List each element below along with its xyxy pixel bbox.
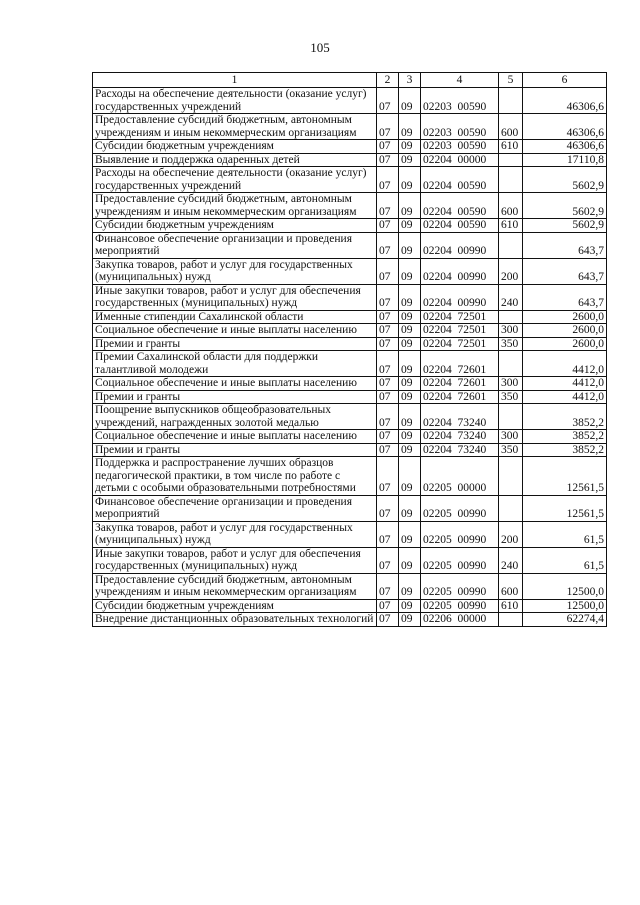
row-section-code: 07: [377, 351, 399, 377]
row-expense-type-code: 300: [499, 377, 523, 391]
row-expense-type-code: [499, 232, 523, 258]
row-amount: 5602,9: [523, 193, 607, 219]
row-name: Премии и гранты: [93, 443, 377, 457]
row-amount: 62274,4: [523, 613, 607, 627]
row-name: Расходы на обеспечение деятельности (оказание услуг) государственных учреждений: [93, 167, 377, 193]
row-amount: 643,7: [523, 232, 607, 258]
table-row: [93, 457, 607, 496]
row-subsection-code: 09: [399, 573, 421, 599]
row-expense-type-code: 200: [499, 521, 523, 547]
row-name: Субсидии бюджетным учреждениям: [93, 219, 377, 233]
row-name: Финансовое обеспечение организации и проведения мероприятий: [93, 232, 377, 258]
row-name: Расходы на обеспечение деятельности (оказание услуг) государственных учреждений: [93, 88, 377, 114]
row-target-article-code: 02204 72601: [421, 377, 499, 391]
row-name: Социальное обеспечение и иные выплаты населению: [93, 377, 377, 391]
row-expense-type-code: 300: [499, 324, 523, 338]
table-row: [93, 284, 607, 310]
row-section-code: 07: [377, 258, 399, 284]
row-expense-type-code: 600: [499, 193, 523, 219]
table-body: [93, 88, 607, 627]
row-amount: 12500,0: [523, 573, 607, 599]
row-subsection-code: 09: [399, 140, 421, 154]
row-name: Внедрение дистанционных образовательных технологий: [93, 613, 377, 627]
row-name: Иные закупки товаров, работ и услуг для обеспечения государственных (муниципальных) нужд: [93, 547, 377, 573]
row-expense-type-code: [499, 351, 523, 377]
row-amount: 3852,2: [523, 430, 607, 444]
row-subsection-code: 09: [399, 351, 421, 377]
row-amount: 643,7: [523, 284, 607, 310]
column-header-6: 6: [523, 73, 607, 88]
row-target-article-code: 02204 72501: [421, 324, 499, 338]
row-expense-type-code: 610: [499, 599, 523, 613]
row-subsection-code: 09: [399, 547, 421, 573]
row-section-code: 07: [377, 443, 399, 457]
row-section-code: 07: [377, 324, 399, 338]
row-subsection-code: 09: [399, 457, 421, 496]
row-name: Субсидии бюджетным учреждениям: [93, 599, 377, 613]
row-amount: 12561,5: [523, 457, 607, 496]
row-expense-type-code: 240: [499, 547, 523, 573]
table-row: [93, 114, 607, 140]
row-target-article-code: 02204 72501: [421, 337, 499, 351]
row-target-article-code: 02204 73240: [421, 443, 499, 457]
row-expense-type-code: 350: [499, 443, 523, 457]
table-row: [93, 390, 607, 404]
row-target-article-code: 02204 73240: [421, 430, 499, 444]
row-expense-type-code: [499, 457, 523, 496]
table-row: [93, 573, 607, 599]
row-target-article-code: 02203 00590: [421, 88, 499, 114]
row-subsection-code: 09: [399, 443, 421, 457]
row-section-code: 07: [377, 219, 399, 233]
row-expense-type-code: 300: [499, 430, 523, 444]
row-section-code: 07: [377, 430, 399, 444]
row-expense-type-code: 240: [499, 284, 523, 310]
table-row: [93, 258, 607, 284]
row-expense-type-code: 350: [499, 390, 523, 404]
row-subsection-code: 09: [399, 390, 421, 404]
column-header-1: 1: [93, 73, 377, 88]
row-target-article-code: 02204 72601: [421, 390, 499, 404]
row-name: Закупка товаров, работ и услуг для государственных (муниципальных) нужд: [93, 258, 377, 284]
row-section-code: 07: [377, 310, 399, 324]
row-name: Премии и гранты: [93, 390, 377, 404]
row-target-article-code: 02204 72601: [421, 351, 499, 377]
row-target-article-code: 02205 00000: [421, 457, 499, 496]
row-name: Премии Сахалинской области для поддержки талантливой молодежи: [93, 351, 377, 377]
row-target-article-code: 02204 00990: [421, 258, 499, 284]
row-section-code: 07: [377, 547, 399, 573]
row-expense-type-code: 600: [499, 114, 523, 140]
row-expense-type-code: 610: [499, 219, 523, 233]
table-row: [93, 153, 607, 167]
row-name: Поддержка и распространение лучших образцов педагогической практики, в том числе по работе с детьми с особыми образовательными потребностями: [93, 457, 377, 496]
row-subsection-code: 09: [399, 284, 421, 310]
table-row: [93, 495, 607, 521]
row-section-code: 07: [377, 337, 399, 351]
row-target-article-code: 02204 00990: [421, 232, 499, 258]
row-subsection-code: 09: [399, 232, 421, 258]
row-target-article-code: 02205 00990: [421, 495, 499, 521]
row-amount: 12500,0: [523, 599, 607, 613]
table-row: [93, 351, 607, 377]
row-expense-type-code: 600: [499, 573, 523, 599]
table-row: [93, 599, 607, 613]
row-amount: 5602,9: [523, 167, 607, 193]
row-expense-type-code: [499, 167, 523, 193]
row-section-code: 07: [377, 390, 399, 404]
row-section-code: 07: [377, 599, 399, 613]
row-section-code: 07: [377, 613, 399, 627]
table-row: [93, 443, 607, 457]
table-header-row: [93, 73, 607, 88]
table-row: [93, 337, 607, 351]
row-amount: 2600,0: [523, 337, 607, 351]
row-subsection-code: 09: [399, 599, 421, 613]
row-name: Социальное обеспечение и иные выплаты населению: [93, 324, 377, 338]
row-target-article-code: 02204 73240: [421, 404, 499, 430]
row-subsection-code: 09: [399, 495, 421, 521]
table-row: [93, 167, 607, 193]
row-target-article-code: 02204 00590: [421, 219, 499, 233]
row-expense-type-code: 350: [499, 337, 523, 351]
row-name: Предоставление субсидий бюджетным, автономным учреждениям и иным некоммерческим организациям: [93, 193, 377, 219]
row-amount: 2600,0: [523, 310, 607, 324]
row-name: Предоставление субсидий бюджетным, автономным учреждениям и иным некоммерческим организациям: [93, 573, 377, 599]
row-name: Выявление и поддержка одаренных детей: [93, 153, 377, 167]
row-expense-type-code: 610: [499, 140, 523, 154]
column-header-2: 2: [377, 73, 399, 88]
row-subsection-code: 09: [399, 430, 421, 444]
table-row: [93, 430, 607, 444]
table-row: [93, 324, 607, 338]
row-subsection-code: 09: [399, 613, 421, 627]
table-row: [93, 88, 607, 114]
row-name: Премии и гранты: [93, 337, 377, 351]
row-name: Социальное обеспечение и иные выплаты населению: [93, 430, 377, 444]
row-name: Именные стипендии Сахалинской области: [93, 310, 377, 324]
row-target-article-code: 02204 00590: [421, 167, 499, 193]
row-amount: 46306,6: [523, 140, 607, 154]
row-section-code: 07: [377, 521, 399, 547]
row-section-code: 07: [377, 573, 399, 599]
column-header-5: 5: [499, 73, 523, 88]
table-row: [93, 219, 607, 233]
row-expense-type-code: [499, 88, 523, 114]
row-amount: 2600,0: [523, 324, 607, 338]
row-subsection-code: 09: [399, 324, 421, 338]
row-target-article-code: 02206 00000: [421, 613, 499, 627]
row-subsection-code: 09: [399, 258, 421, 284]
row-expense-type-code: 200: [499, 258, 523, 284]
row-amount: 4412,0: [523, 390, 607, 404]
row-subsection-code: 09: [399, 521, 421, 547]
table-row: [93, 140, 607, 154]
table-row: [93, 377, 607, 391]
row-amount: 61,5: [523, 547, 607, 573]
column-header-3: 3: [399, 73, 421, 88]
row-name: Иные закупки товаров, работ и услуг для обеспечения государственных (муниципальных) нужд: [93, 284, 377, 310]
row-section-code: 07: [377, 495, 399, 521]
row-amount: 12561,5: [523, 495, 607, 521]
row-expense-type-code: [499, 310, 523, 324]
row-section-code: 07: [377, 140, 399, 154]
row-expense-type-code: [499, 404, 523, 430]
row-amount: 5602,9: [523, 219, 607, 233]
row-target-article-code: 02205 00990: [421, 599, 499, 613]
table-row: [93, 310, 607, 324]
row-amount: 17110,8: [523, 153, 607, 167]
row-amount: 4412,0: [523, 351, 607, 377]
row-section-code: 07: [377, 377, 399, 391]
row-expense-type-code: [499, 153, 523, 167]
row-amount: 3852,2: [523, 404, 607, 430]
row-subsection-code: 09: [399, 377, 421, 391]
row-target-article-code: 02204 00990: [421, 284, 499, 310]
row-name: Поощрение выпускников общеобразовательных учреждений, награжденных золотой медалью: [93, 404, 377, 430]
row-section-code: 07: [377, 193, 399, 219]
column-header-4: 4: [421, 73, 499, 88]
row-subsection-code: 09: [399, 193, 421, 219]
row-amount: 46306,6: [523, 88, 607, 114]
table-row: [93, 232, 607, 258]
row-target-article-code: 02205 00990: [421, 547, 499, 573]
row-amount: 643,7: [523, 258, 607, 284]
row-subsection-code: 09: [399, 404, 421, 430]
row-subsection-code: 09: [399, 153, 421, 167]
table-row: [93, 521, 607, 547]
row-amount: 3852,2: [523, 443, 607, 457]
row-expense-type-code: [499, 495, 523, 521]
row-name: Субсидии бюджетным учреждениям: [93, 140, 377, 154]
row-target-article-code: 02203 00590: [421, 114, 499, 140]
row-subsection-code: 09: [399, 114, 421, 140]
row-target-article-code: 02205 00990: [421, 573, 499, 599]
row-section-code: 07: [377, 88, 399, 114]
row-amount: 61,5: [523, 521, 607, 547]
row-subsection-code: 09: [399, 88, 421, 114]
row-name: Закупка товаров, работ и услуг для государственных (муниципальных) нужд: [93, 521, 377, 547]
row-name: Финансовое обеспечение организации и проведения мероприятий: [93, 495, 377, 521]
row-section-code: 07: [377, 404, 399, 430]
row-section-code: 07: [377, 457, 399, 496]
row-section-code: 07: [377, 284, 399, 310]
row-name: Предоставление субсидий бюджетным, автономным учреждениям и иным некоммерческим организациям: [93, 114, 377, 140]
page-number: 105: [310, 40, 330, 55]
row-expense-type-code: [499, 613, 523, 627]
row-amount: 46306,6: [523, 114, 607, 140]
row-subsection-code: 09: [399, 167, 421, 193]
table-row: [93, 193, 607, 219]
table-row: [93, 404, 607, 430]
row-subsection-code: 09: [399, 337, 421, 351]
row-subsection-code: 09: [399, 310, 421, 324]
row-target-article-code: 02204 72501: [421, 310, 499, 324]
budget-table: [92, 72, 607, 627]
row-subsection-code: 09: [399, 219, 421, 233]
row-section-code: 07: [377, 153, 399, 167]
table-row: [93, 613, 607, 627]
row-section-code: 07: [377, 232, 399, 258]
row-section-code: 07: [377, 167, 399, 193]
row-amount: 4412,0: [523, 377, 607, 391]
row-target-article-code: 02205 00990: [421, 521, 499, 547]
row-target-article-code: 02204 00590: [421, 193, 499, 219]
row-section-code: 07: [377, 114, 399, 140]
row-target-article-code: 02203 00590: [421, 140, 499, 154]
table-row: [93, 547, 607, 573]
row-target-article-code: 02204 00000: [421, 153, 499, 167]
